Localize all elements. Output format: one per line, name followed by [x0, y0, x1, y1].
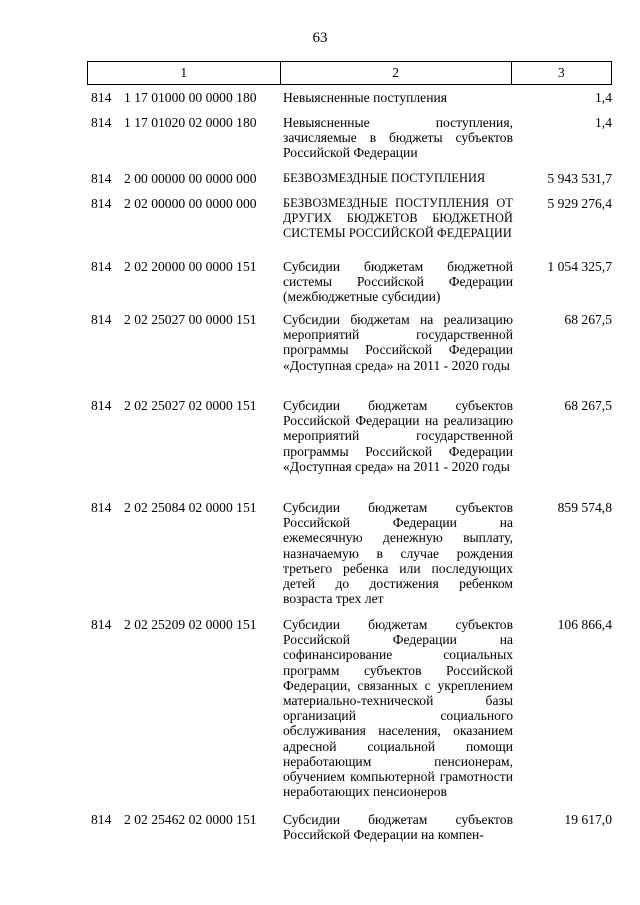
page-number: 63 [312, 30, 328, 46]
row-code [87, 812, 281, 827]
table-row [87, 812, 612, 842]
row-code [87, 171, 281, 186]
row-code-text: 2 00 00000 00 0000 000 [124, 171, 257, 186]
row-code-text: 2 02 25027 00 0000 151 [124, 312, 257, 327]
row-code-text: 2 02 25084 02 0000 151 [124, 500, 257, 515]
row-group: 814 [91, 617, 112, 632]
row-code [87, 259, 281, 274]
header-col-3: 3 [511, 62, 611, 85]
row-name: Субсидии бюджетам субъектов Российской Федерации на компен- [283, 812, 513, 843]
row-code-text: 1 17 01020 02 0000 180 [124, 115, 257, 130]
row-code [87, 115, 281, 130]
table-header-row [88, 62, 612, 85]
row-code-text: 2 02 00000 00 0000 000 [124, 196, 257, 211]
row-code [87, 617, 281, 632]
row-name: БЕЗВОЗМЕЗДНЫЕ ПОСТУПЛЕНИЯ [283, 171, 486, 185]
row-code [87, 196, 281, 211]
table-row [87, 171, 612, 186]
table-row [87, 115, 612, 161]
row-code-text: 2 02 25209 02 0000 151 [124, 617, 257, 632]
table-row [87, 398, 612, 474]
row-name: Невыясненные поступления [283, 90, 448, 105]
row-group: 814 [91, 812, 112, 827]
table-row [87, 196, 612, 242]
row-value: 19 617,0 [564, 812, 612, 827]
row-code [87, 312, 281, 327]
row-value: 1 054 325,7 [547, 259, 612, 274]
row-group: 814 [91, 500, 112, 515]
table-row [87, 500, 612, 606]
row-code [87, 90, 281, 105]
row-name: Субсидии бюджетам на реализацию мероприятий государственной программы Российской Федерации «Доступная среда» на 2011 - 2020 годы [283, 312, 513, 373]
row-code-text: 2 02 25027 02 0000 151 [124, 398, 257, 413]
header-col-1: 1 [88, 62, 281, 85]
table-row [87, 259, 612, 305]
row-name: Субсидии бюджетам субъектов Российской Федерации на софинансирование социальных программ субъектов Российской Федерации, связанных с укреплением материально-технической базы организаций социального обслуживания населения, оказанием адресной социальной помощи неработающим пенсионерам, обучением компьютерной грамотности неработающих пенсионеров [283, 617, 513, 800]
row-name: Субсидии бюджетам субъектов Российской Федерации на реализацию мероприятий государственной программы Российской Федерации «Доступная среда» на 2011 - 2020 годы [283, 398, 513, 474]
row-value: 1,4 [595, 90, 612, 105]
row-code [87, 500, 281, 515]
row-name: БЕЗВОЗМЕЗДНЫЕ ПОСТУПЛЕНИЯ ОТ ДРУГИХ БЮДЖЕТОВ БЮДЖЕТНОЙ СИСТЕМЫ РОССИЙСКОЙ ФЕДЕРАЦИИ [283, 196, 513, 241]
row-value: 5 929 276,4 [547, 196, 612, 211]
row-group: 814 [91, 196, 112, 211]
row-name: Субсидии бюджетам субъектов Российской Федерации на ежемесячную денежную выплату, назначаемую в случае рождения третьего ребенка или последующих детей до достижения ребенком возраста трех лет [283, 500, 513, 607]
row-value: 859 574,8 [557, 500, 612, 515]
table-row [87, 90, 612, 105]
table-row [87, 312, 612, 373]
row-group: 814 [91, 90, 112, 105]
row-code-text: 2 02 25462 02 0000 151 [124, 812, 257, 827]
row-group: 814 [91, 115, 112, 130]
row-value: 106 866,4 [557, 617, 612, 632]
row-name: Субсидии бюджетам бюджетной системы Российской Федерации (межбюджетные субсидии) [283, 259, 513, 305]
row-code-text: 2 02 20000 00 0000 151 [124, 259, 257, 274]
row-code-text: 1 17 01000 00 0000 180 [124, 90, 257, 105]
header-col-2: 2 [280, 62, 511, 85]
row-name: Невыясненные поступления, зачисляемые в бюджеты субъектов Российской Федерации [283, 115, 513, 161]
row-value: 1,4 [595, 115, 612, 130]
row-value: 5 943 531,7 [547, 171, 612, 186]
table-header [87, 61, 612, 85]
row-group: 814 [91, 398, 112, 413]
row-value: 68 267,5 [564, 312, 612, 327]
row-group: 814 [91, 259, 112, 274]
row-code [87, 398, 281, 413]
row-group: 814 [91, 171, 112, 186]
row-value: 68 267,5 [564, 398, 612, 413]
row-group: 814 [91, 312, 112, 327]
table-row [87, 617, 612, 799]
